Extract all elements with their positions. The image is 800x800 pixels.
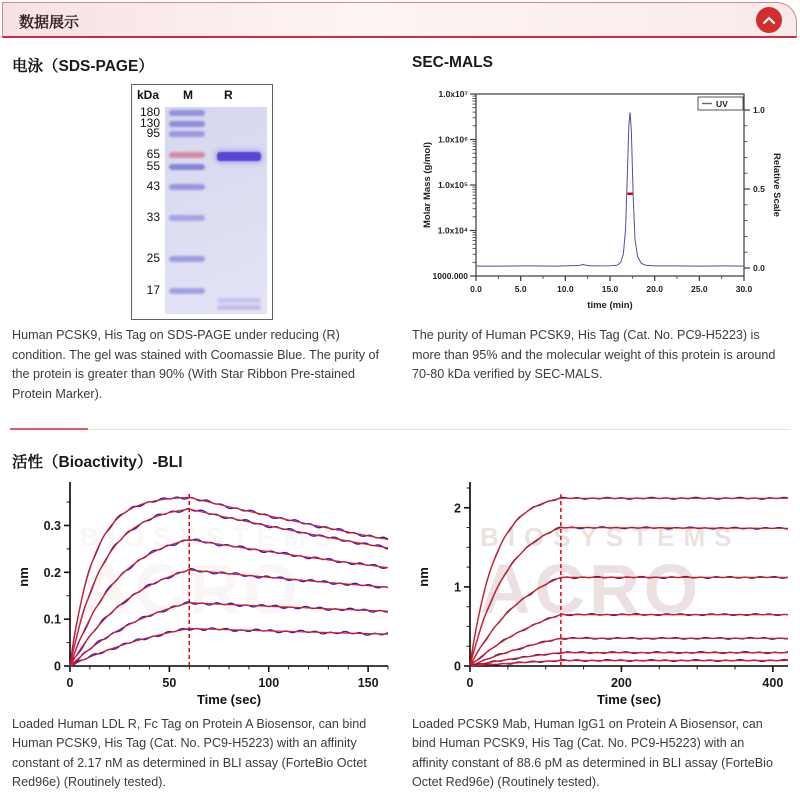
svg-text:0.0: 0.0 xyxy=(470,284,482,294)
svg-text:15.0: 15.0 xyxy=(601,284,619,294)
svg-text:Relative Scale: Relative Scale xyxy=(771,153,782,217)
svg-text:100: 100 xyxy=(258,675,280,690)
data-display-header xyxy=(2,2,797,38)
gel-marker-band xyxy=(169,110,205,116)
sec-mals-caption: The purity of Human PCSK9, His Tag (Cat. No. PC9-H5223) is more than 95% and the molecular weight of this protein is around 70-80 kDa verified by SEC-MALS. xyxy=(412,328,776,382)
svg-text:0: 0 xyxy=(54,659,61,674)
svg-text:1.0x10⁷: 1.0x10⁷ xyxy=(438,89,468,99)
gel-image xyxy=(165,107,267,314)
svg-text:0: 0 xyxy=(66,675,74,690)
svg-text:20.0: 20.0 xyxy=(646,284,663,294)
gel-marker-label: 130 xyxy=(139,115,160,130)
svg-text:nm: nm xyxy=(16,566,31,587)
svg-text:50: 50 xyxy=(162,675,177,690)
svg-text:200: 200 xyxy=(610,675,632,690)
gel-lane-m-label: M xyxy=(183,88,193,102)
collapse-button[interactable] xyxy=(756,7,782,33)
bli-ldlr-caption: Loaded Human LDL R, Fc Tag on Protein A Biosensor, can bind Human PCSK9, His Tag (Cat. No. PC9-H5223) with an affinity constant of 2.17 nM as determined in BLI assay (ForteBio Octet Red96e) (Routinely tested). xyxy=(12,716,367,790)
gel-marker-label: 180 xyxy=(139,105,160,120)
bli-mab-chart xyxy=(412,474,797,709)
svg-text:1.0: 1.0 xyxy=(753,105,765,115)
chevron-up-icon xyxy=(762,15,776,25)
svg-text:400: 400 xyxy=(762,675,784,690)
svg-text:Molar Mass (g/mol): Molar Mass (g/mol) xyxy=(422,141,433,229)
svg-text:30.0: 30.0 xyxy=(735,284,753,294)
gel-marker-label: 17 xyxy=(146,283,160,298)
bli-mab-figure xyxy=(400,474,800,709)
svg-text:Time (sec): Time (sec) xyxy=(196,691,262,707)
gel-marker-band xyxy=(169,256,205,262)
page-title: 数据展示 xyxy=(19,14,80,31)
svg-text:0: 0 xyxy=(466,675,474,690)
sds-page-title: 电泳（SDS-PAGE） xyxy=(12,58,154,75)
svg-text:0.3: 0.3 xyxy=(43,518,61,533)
svg-text:0.2: 0.2 xyxy=(43,565,61,580)
figures-row-1 xyxy=(0,38,800,320)
gel-marker-label: 55 xyxy=(146,159,160,174)
acro-watermark: BIOSYSTEMS ACRO xyxy=(80,521,341,628)
svg-text:time (min): time (min) xyxy=(587,300,633,311)
gel-figure-wrap xyxy=(12,84,392,320)
gel-marker-band xyxy=(169,164,205,170)
sec-mals-chart xyxy=(412,80,782,320)
gel-unit-label: kDa xyxy=(137,88,160,102)
svg-text:1.0x10⁵: 1.0x10⁵ xyxy=(438,180,468,190)
gel-marker-band xyxy=(169,131,205,137)
svg-text:1.0x10⁶: 1.0x10⁶ xyxy=(438,134,468,145)
sec-mals-section xyxy=(400,38,800,320)
section-divider xyxy=(10,429,790,430)
gel-marker-band xyxy=(169,288,205,294)
svg-text:0.1: 0.1 xyxy=(43,612,61,627)
svg-text:1.0x10⁴: 1.0x10⁴ xyxy=(437,225,468,236)
gel-lane-r-label: R xyxy=(224,88,233,102)
svg-text:UV: UV xyxy=(716,99,728,109)
gel-marker-label: 43 xyxy=(146,178,160,193)
gel-marker-label: 65 xyxy=(146,147,160,162)
gel-marker-band xyxy=(169,152,205,158)
svg-text:1000.000: 1000.000 xyxy=(432,271,468,281)
sds-page-gel-figure xyxy=(131,84,273,320)
gel-marker-label: 33 xyxy=(146,209,160,224)
svg-text:2: 2 xyxy=(454,500,461,515)
bli-ldlr-figure xyxy=(0,474,400,709)
captions-row-1 xyxy=(0,320,800,405)
svg-text:150: 150 xyxy=(357,675,379,690)
bli-mab-caption: Loaded PCSK9 Mab, Human IgG1 on Protein A Biosensor, can bind Human PCSK9, His Tag (Cat. No. PC9-H5223) with an affinity constant of 88.6 pM as determined in BLI assay (ForteBio Octet Red96e) (Routinely tested). xyxy=(412,716,773,790)
gel-marker-label: 95 xyxy=(146,125,160,140)
gel-sample-band xyxy=(217,298,261,303)
sds-page-section xyxy=(0,38,400,320)
svg-text:25.0: 25.0 xyxy=(691,284,708,294)
bli-section-title: 活性（Bioactivity）-BLI xyxy=(12,453,183,471)
svg-text:0.5: 0.5 xyxy=(753,184,765,194)
bli-ldlr-chart xyxy=(12,474,397,709)
svg-text:0: 0 xyxy=(454,659,461,674)
svg-text:10.0: 10.0 xyxy=(557,284,574,294)
gel-marker-labels xyxy=(132,107,162,314)
sds-page-caption: Human PCSK9, His Tag on SDS-PAGE under reducing (R) condition. The gel was stained with Coomassie Blue. The purity of the protein is greater than 90% (With Star Ribbon Pre-stained Protein Marker). xyxy=(12,328,380,401)
gel-marker-band xyxy=(169,121,205,127)
acro-watermark: BIOSYSTEMS ACRO xyxy=(480,521,741,628)
gel-marker-band xyxy=(169,215,205,221)
captions-row-2 xyxy=(0,709,800,794)
gel-marker-band xyxy=(169,184,205,190)
gel-marker-label: 25 xyxy=(146,250,160,265)
sec-mals-title: SEC-MALS xyxy=(412,54,493,71)
gel-sample-band xyxy=(217,305,261,310)
svg-text:5.0: 5.0 xyxy=(514,284,527,294)
svg-text:1: 1 xyxy=(454,579,461,594)
gel-sample-band xyxy=(217,152,261,161)
svg-text:0.0: 0.0 xyxy=(753,263,765,273)
svg-text:nm: nm xyxy=(416,566,431,587)
svg-text:Time (sec): Time (sec) xyxy=(596,691,662,707)
figures-row-2 xyxy=(0,474,800,709)
